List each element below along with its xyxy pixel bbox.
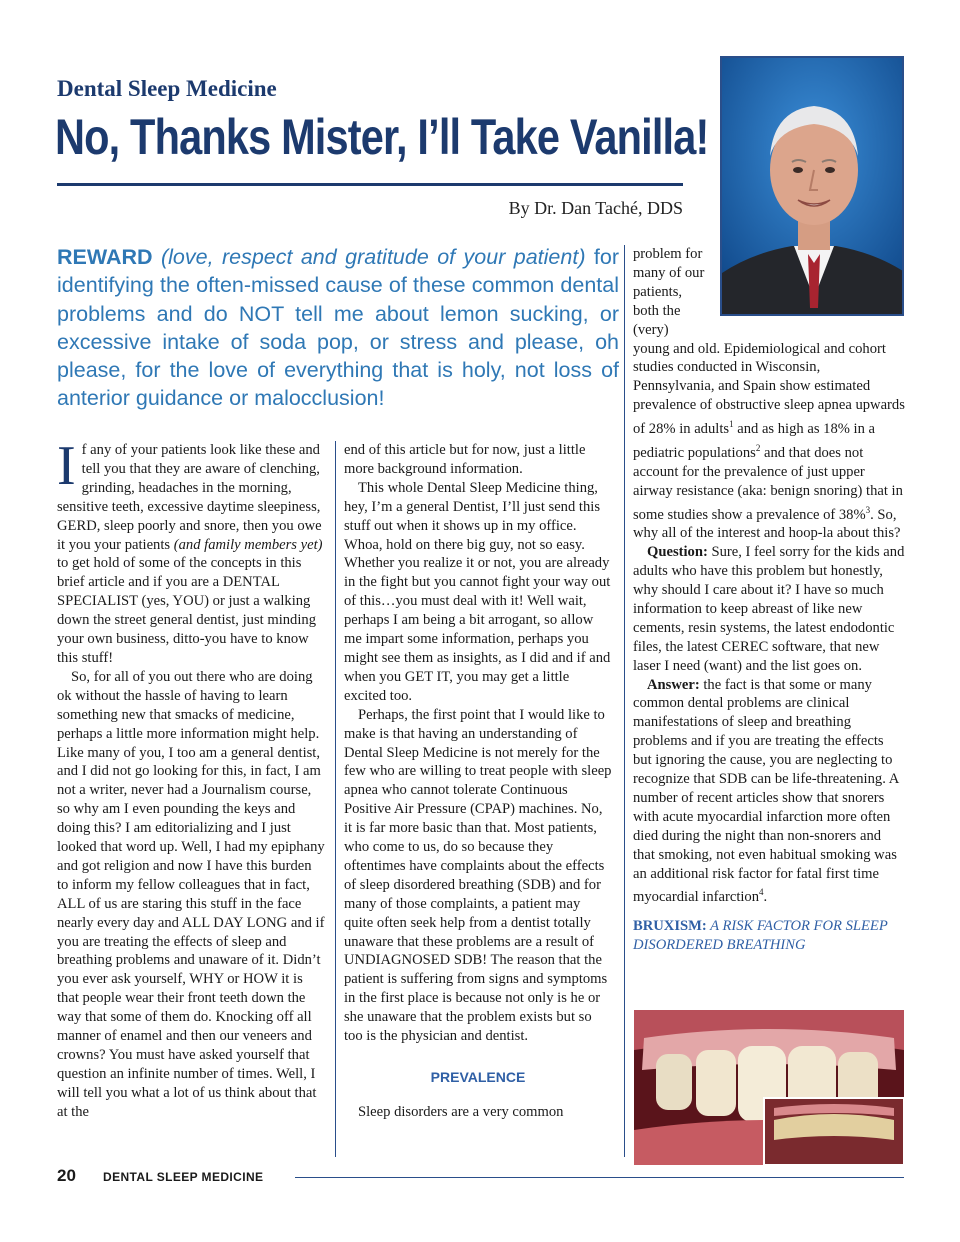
col3-line-3: patients, — [633, 283, 683, 300]
title-rule — [57, 183, 683, 186]
col3-line-4: both the — [633, 302, 681, 319]
col2-paragraph-2: This whole Dental Sleep Medicine thing, hey, I’m a general Dentist, I’ll just send this stuff out when it shows up in my office. Whoa, hold on there big guy, not so easy. Whether you realize it or not, you are already in the fight but you cannot fight your way out of this…you must deal with it! Well wait, perhaps I am being a bit arrogant, so allow me impart some information, perhaps you might see them as insights, as I did and if and when you GET IT, you may get a little excited too. — [344, 479, 611, 704]
page-number: 20 — [57, 1166, 76, 1185]
col3-paragraph-1: young and old. Epidemiological and cohort studies conducted in Wisconsin, Pennsylvania, and Spain show estimated prevalence of obstructive sleep apnea upwards of 28% in adults$^1$ and as high as 18% in a pediatric populations$^2$ and that does not account for the prevalence of just upper airway resistance (aka: benign snoring) that in some studies show a prevalence of 38%$^3$. So, why all of the interest and hoop-la about this? — [633, 340, 905, 542]
drop-cap: I — [57, 435, 76, 497]
section-label: Dental Sleep Medicine — [57, 76, 277, 101]
article-title: No, Thanks Mister, I’ll Take Vanilla! — [55, 109, 709, 165]
question-label: Question: — [647, 544, 708, 561]
intro-text: for identifying the often-missed cause of these common dental problems and do NOT tell me about lemon sucking, or excessive intake of soda pop, or stress and please, oh please, for the love of everything that is holy, not loss of anterior guidance or malocclusion! — [57, 245, 619, 411]
col1-text-b: to get hold of some of the concepts in this brief article and if you are a DENTAL SPECIALIST (yes, YOU) or just a walking down the street general dentist, just minding your own business, ditto-you have to know this stuff! — [57, 555, 316, 666]
teeth-photo-icon — [634, 1010, 904, 1165]
answer-label: Answer: — [647, 676, 700, 693]
intro-parenthetical: (love, respect and gratitude of your patient) — [160, 245, 586, 269]
column-divider-2 — [624, 245, 625, 1157]
col2-paragraph-3: Perhaps, the first point that I would like to make is that having an understanding of Dental Sleep Medicine is not merely for the few who are willing to treat people with sleep apnea who cannot tolerate Continuous Positive Air Pressure (CPAP) machines. No, it is far more basic than that. Most patients, who come to us, do so because they oftentimes have complaints about the effects of sleep disordered breathing (SDB) and for many of those complaints, a patient may quite often seek help from a dentist totally unaware that these problems are a result of UNDIAGNOSED SDB! The reason that the patient is suffering from signs and symptoms in the first place is because not only is he or she unaware that the problem exists but so too is the physician and dentist. — [344, 706, 612, 1045]
page-footer — [57, 1166, 904, 1190]
question-paragraph: Question: Sure, I feel sorry for the kids and adults who have this problem but honestly, why should I care about it? I have so much information to keep abreast of like new cements, resin systems, the latest endodontic files, the latest CEREC software, that new laser I need (want) and the list goes on. — [633, 544, 905, 674]
col3-line-1: problem for — [633, 246, 703, 262]
body-column-3 — [633, 245, 905, 955]
intro-paragraph — [57, 243, 619, 413]
col2-paragraph-4: Sleep disorders are a very common — [358, 1103, 564, 1120]
col1-paragraph-1 — [57, 435, 325, 668]
col2-paragraph-1: end of this article but for now, just a little more background information. — [344, 442, 586, 477]
col1-paragraph-2: So, for all of you out there who are doing ok without the hassle of having to learn something new that smacks of medicine, perhaps a little more information might help. Like many of you, I too am a general dentist, and I did not go looking for this, in fact, I am not a writer, never had a Journalism course, so why am I even pounding the keys and doing this? I am editorializing and I just looked that word up. Well, I had my epiphany and got religion and now I have this burden to inform my fellow colleagues that in fact, ALL of us are staring this stuff in the face nearly every day and ALL DAY LONG and if you are treating the effects of sleep and breathing problems and unaware of it. Didn’t you ever ask yourself, WHY or HOW it is that people wear their front teeth down the way that some of them do. Knocking off all manner of enamel and then our veneers and crowns? You must have asked yourself that question an infinite number of times. Well, I will tell you what a lot of us think about that at the — [57, 668, 325, 1120]
col1-text-a: f any of your patients look like these and tell you that they are aware of clenching, grinding, headaches in the morning, sensitive teeth, excessive daytime sleepiness, GERD, sleep poorly and snore, then you owe it you your patients — [57, 442, 322, 553]
byline: By Dr. Dan Taché, DDS — [508, 198, 683, 218]
prevalence-heading: PREVALENCE — [430, 1069, 526, 1085]
body-column-1 — [57, 435, 325, 1122]
publication-name: DENTAL SLEEP MEDICINE — [103, 1170, 264, 1184]
col3-line-5: (very) — [633, 321, 669, 338]
col1-italic: (and family members yet) — [173, 536, 323, 553]
column-divider-1 — [335, 441, 336, 1157]
col3-line-2: many of our — [633, 264, 705, 281]
teeth-photo — [634, 1010, 904, 1165]
intro-lead-word: REWARD — [57, 245, 153, 269]
answer-paragraph: Answer: the fact is that some or many common dental problems are clinical manifestations of sleep and breathing problems and if you are treating the effects but ignoring the cause, you are neglecting to recognize that SDB can be life-threatening. A number of recent articles show that snorers with acute myocardial infarction more often died during the night than non-snorers and that smoking, not even habitual smoking was an additional risk factor for fatal first time myocardial infarction$^4$. — [633, 676, 899, 906]
body-column-2 — [344, 441, 612, 1122]
bruxism-subheading: BRUXISM: A RISK FACTOR FOR SLEEP DISORDERED BREATHING — [633, 918, 888, 954]
footer-rule — [295, 1177, 904, 1178]
